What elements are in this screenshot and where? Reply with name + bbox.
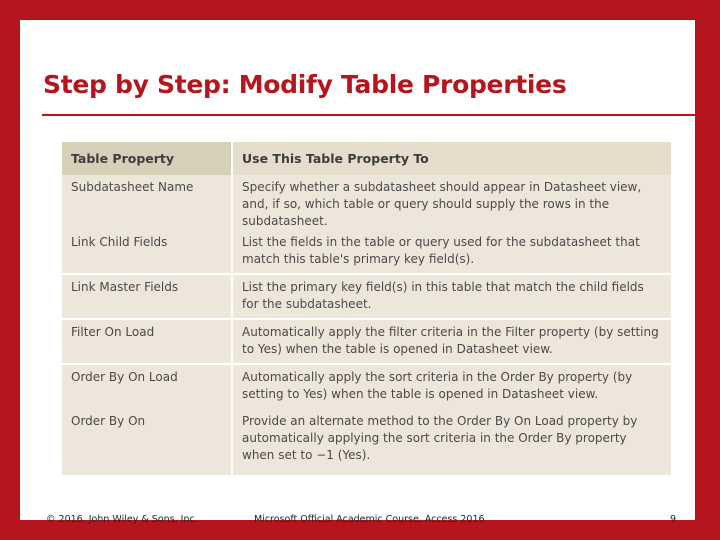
page-number: 9 [670,514,677,525]
property-name: Filter On Load [62,319,232,364]
table-row [62,319,671,364]
table-row [62,409,671,475]
footer-copyright: © 2016, John Wiley & Sons, Inc. [46,514,198,525]
slide-title: Step by Step: Modify Table Properties [43,70,567,99]
properties-table [62,142,671,475]
table-row [62,175,671,230]
property-name: Link Child Fields [62,230,232,274]
table-header-row [62,142,671,175]
property-name: Order By On Load [62,364,232,409]
property-description: List the primary key field(s) in this table that match the child fields for the subdatasheet. [232,274,671,319]
property-description: Automatically apply the filter criteria in the Filter property (by setting to Yes) when the table is opened in Datasheet view. [232,319,671,364]
property-name: Order By On [62,409,232,475]
title-underline [42,114,695,116]
footer-course: Microsoft Official Academic Course, Access 2016 [254,514,485,525]
header-use-property: Use This Table Property To [232,142,671,175]
property-description: List the fields in the table or query used for the subdatasheet that match this table's primary key field(s). [242,235,640,266]
properties-table-container [62,142,671,475]
header-table-property: Table Property [62,142,232,175]
table-row [62,274,671,319]
slide [20,20,695,525]
property-description: Specify whether a subdatasheet should appear in Datasheet view, and, if so, which table or query should supply the rows in the subdatasheet. [242,180,642,228]
property-name: Subdatasheet Name [62,175,232,230]
table-row [62,230,671,274]
property-name: Link Master Fields [62,274,232,319]
table-row [62,364,671,409]
property-description: Provide an alternate method to the Order By On Load property by automatically applying the sort criteria in the Order By property when set to −1 (Yes). [242,414,638,462]
property-description: Automatically apply the sort criteria in the Order By property (by setting to Yes) when the table is opened in Datasheet view. [232,364,671,409]
